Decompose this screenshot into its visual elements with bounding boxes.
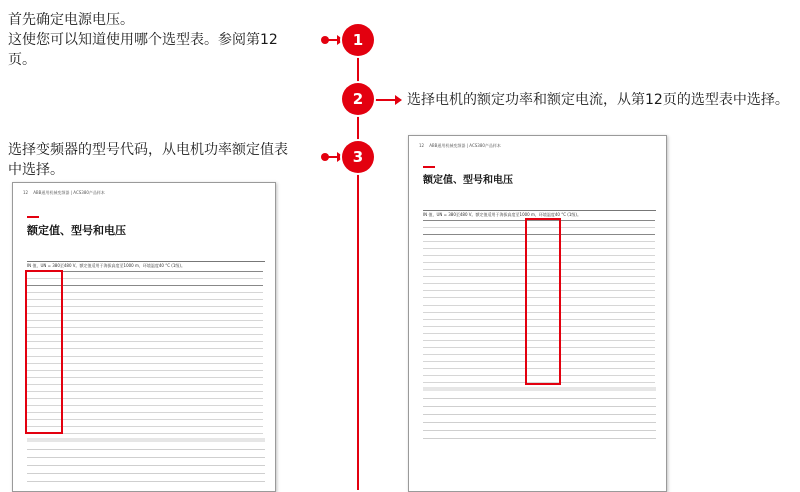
- doc-left-header: 12 ABB通用机械变频器 | ACS380产品样本: [23, 190, 105, 195]
- doc-left-accent-bar: [27, 216, 39, 218]
- step-2-badge: 2: [342, 83, 374, 115]
- catalog-page-left: [12, 182, 276, 492]
- doc-left-highlight-box: [25, 270, 63, 434]
- doc-right-highlight-box: [525, 218, 561, 385]
- doc-right-rule: [423, 210, 656, 211]
- connector-2-arrow-icon: [395, 95, 402, 105]
- doc-right-notes-line: [423, 422, 656, 423]
- step-2-line-1: 选择电机的额定功率和额定电流，从第12页的选型表中选择。: [407, 92, 789, 108]
- doc-left-caption: IN 值，UN = 380至480 V。额定值适用于海拔高度至1000 m，环境温度40 °C (1级)。: [27, 263, 185, 268]
- doc-right-notes-line: [423, 398, 656, 399]
- doc-right-notes-bar: [423, 387, 656, 391]
- doc-left-title: 额定值、型号和电压: [27, 224, 126, 237]
- step-3-badge: 3: [342, 141, 374, 173]
- step-1-badge: 1: [342, 24, 374, 56]
- doc-right-accent-bar: [423, 166, 435, 168]
- step-1-line-2: 这使您可以知道使用哪个选型表。参阅第12: [8, 32, 278, 48]
- catalog-page-right: [408, 135, 667, 492]
- doc-left-rule: [27, 261, 265, 262]
- connector-2-line: [374, 99, 396, 101]
- step-2-text: [407, 90, 797, 110]
- doc-left-notes-line: [27, 481, 265, 482]
- step-3-text: [8, 140, 308, 180]
- step-1-text: [8, 10, 308, 70]
- doc-right-header: 12 ABB通用机械变频器 | ACS380产品样本: [419, 143, 501, 148]
- doc-right-notes-line: [423, 438, 656, 439]
- doc-right-notes-line: [423, 414, 656, 415]
- doc-left-notes-line: [27, 473, 265, 474]
- doc-left-notes-line: [27, 449, 265, 450]
- doc-left-notes-bar: [27, 438, 265, 442]
- doc-left-notes-line: [27, 465, 265, 466]
- step-3-line-1: 选择变频器的型号代码，从电机功率额定值表: [8, 142, 288, 158]
- step-1-line-3: 页。: [8, 52, 36, 68]
- doc-right-title: 额定值、型号和电压: [423, 175, 513, 186]
- doc-right-caption: IN 值，UN = 380至480 V。额定值适用于海拔高度至1000 m，环境温度40 °C (1级)。: [423, 212, 581, 217]
- step-1-line-1: 首先确定电源电压。: [8, 12, 134, 28]
- doc-left-notes-line: [27, 457, 265, 458]
- doc-right-notes-line: [423, 406, 656, 407]
- doc-right-notes-line: [423, 430, 656, 431]
- step-3-line-2: 中选择。: [8, 162, 64, 178]
